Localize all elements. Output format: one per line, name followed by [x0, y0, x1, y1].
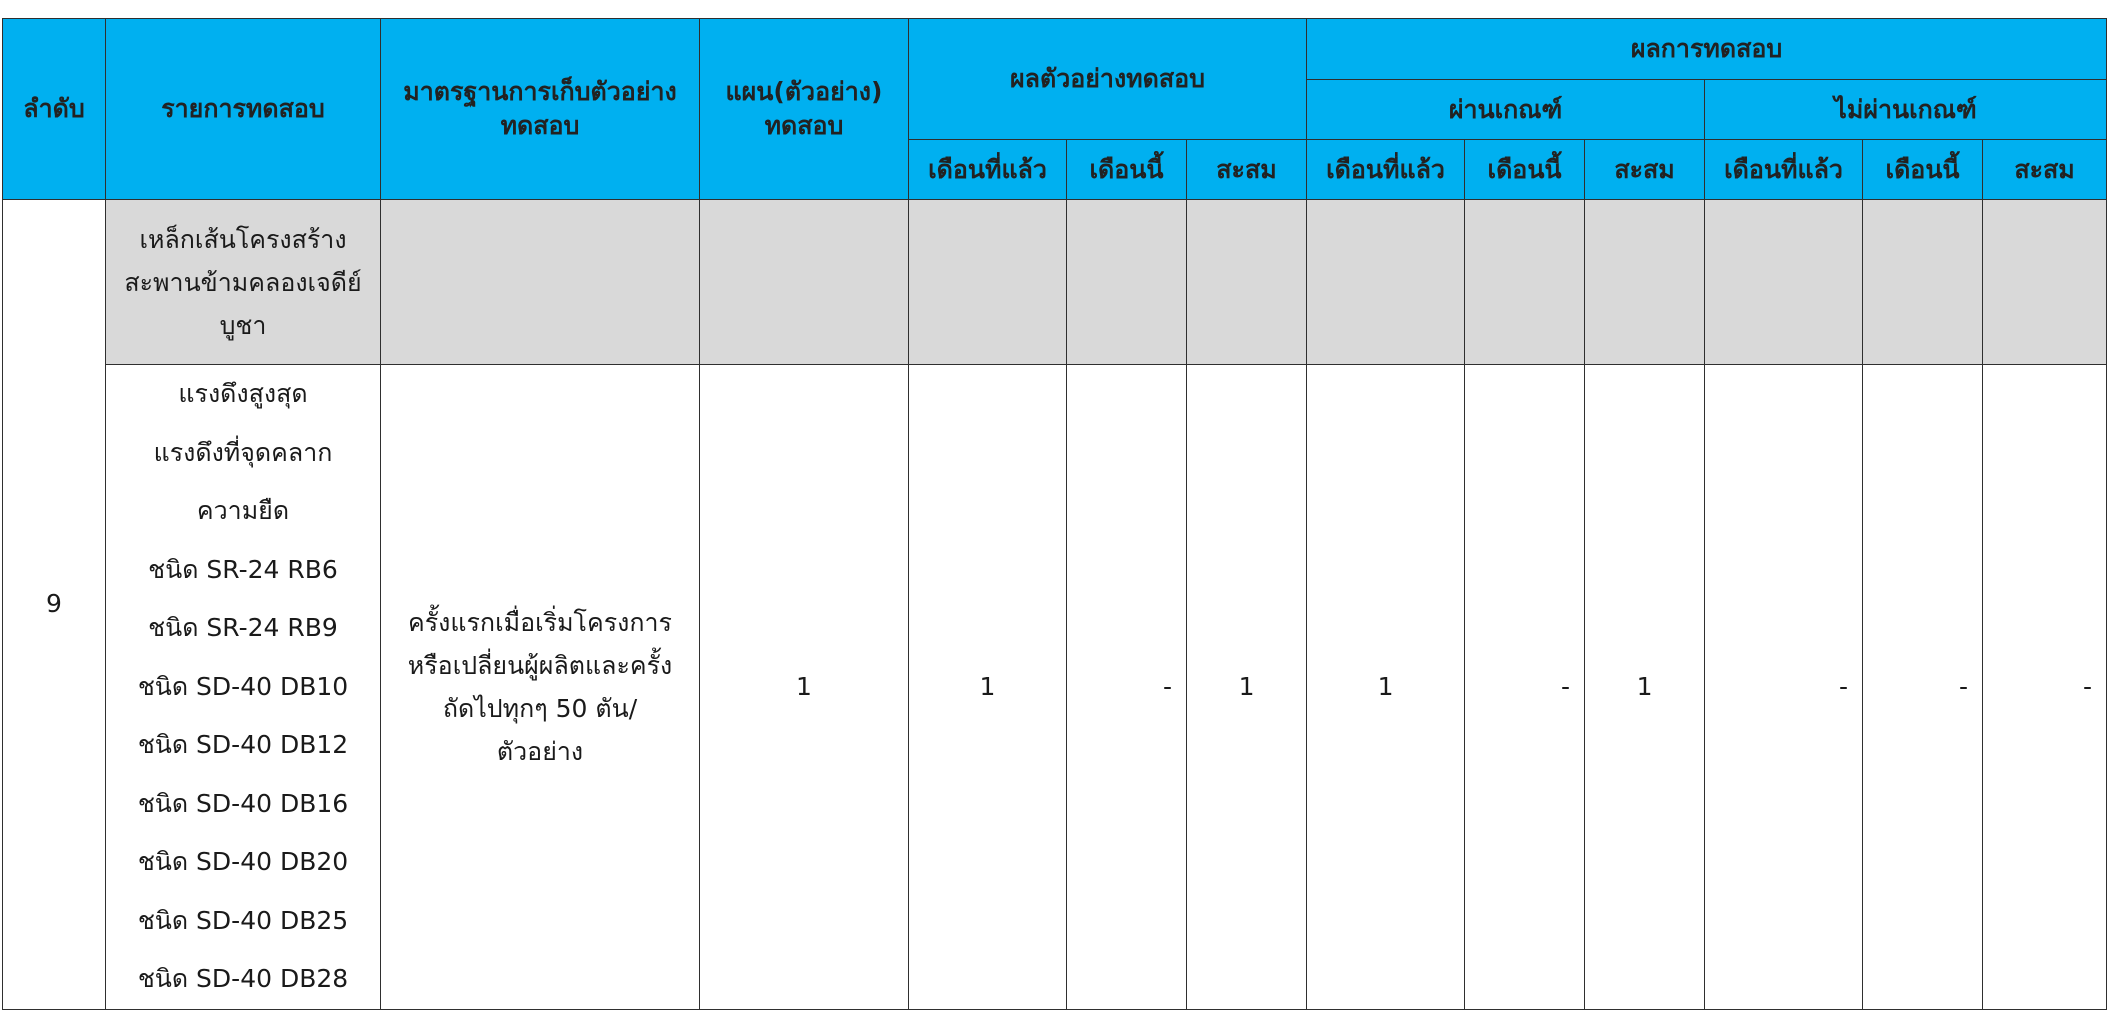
header-plan — [700, 19, 909, 200]
sample-this-month-value: - — [1067, 365, 1187, 1010]
header-pass-last-month: เดือนที่แล้ว — [1307, 140, 1465, 200]
section-cell — [700, 200, 909, 365]
section-cell — [1307, 200, 1465, 365]
pass-this-month-value: - — [1465, 365, 1585, 1010]
section-cell — [909, 200, 1067, 365]
section-cell — [1585, 200, 1705, 365]
standard-line2: หรือเปลี่ยนผู้ผลิตและครั้ง — [407, 650, 673, 680]
table-header — [3, 19, 2107, 200]
list-item: ชนิด SR-24 RB9 — [148, 613, 338, 642]
section-cell — [1465, 200, 1585, 365]
header-sample-cumulative: สะสม — [1187, 140, 1307, 200]
section-cell — [381, 200, 700, 365]
section-row — [3, 200, 2107, 365]
test-item-list — [106, 365, 381, 1010]
table-body — [3, 200, 2107, 1010]
sample-cumulative-value: 1 — [1187, 365, 1307, 1010]
test-results-table — [2, 18, 2107, 1010]
list-item: แรงดึงที่จุดคลาก — [153, 437, 333, 467]
fail-cumulative-value: - — [1983, 365, 2107, 1010]
header-pass-cumulative: สะสม — [1585, 140, 1705, 200]
section-cell — [1863, 200, 1983, 365]
list-item: ชนิด SD-40 DB12 — [137, 730, 349, 759]
header-standard-line2: ทดสอบ — [500, 111, 580, 140]
list-item: ชนิด SR-24 RB6 — [148, 554, 338, 584]
header-test-item: รายการทดสอบ — [106, 19, 381, 200]
header-sample-this-month: เดือนนี้ — [1067, 140, 1187, 200]
list-item: ชนิด SD-40 DB20 — [137, 847, 349, 876]
header-fail-last-month: เดือนที่แล้ว — [1705, 140, 1863, 200]
section-cell — [1067, 200, 1187, 365]
header-fail-this-month: เดือนนี้ — [1863, 140, 1983, 200]
plan-value: 1 — [700, 365, 909, 1010]
section-title-line2: สะพานข้ามคลองเจดีย์ — [124, 267, 362, 297]
list-item: แรงดึงสูงสุด — [178, 379, 308, 408]
row-seq: 9 — [3, 200, 106, 1010]
header-sample-results: ผลตัวอย่างทดสอบ — [909, 19, 1307, 140]
header-sampling-standard — [381, 19, 700, 200]
section-title-line1: เหล็กเส้นโครงสร้าง — [139, 224, 347, 254]
section-cell — [1983, 200, 2107, 365]
standard-line3: ถัดไปทุกๆ 50 ตัน/ — [442, 693, 638, 723]
header-plan-line1: แผน(ตัวอย่าง) — [725, 77, 883, 107]
sampling-standard — [381, 365, 700, 1010]
section-cell — [1187, 200, 1307, 365]
fail-last-month-value: - — [1705, 365, 1863, 1010]
pass-last-month-value: 1 — [1307, 365, 1465, 1010]
header-fail-cumulative: สะสม — [1983, 140, 2107, 200]
header-fail: ไม่ผ่านเกณฑ์ — [1705, 80, 2107, 140]
header-pass: ผ่านเกณฑ์ — [1307, 80, 1705, 140]
header-plan-line2: ทดสอบ — [764, 111, 844, 140]
list-item: ชนิด SD-40 DB25 — [137, 905, 349, 935]
header-standard-line1: มาตรฐานการเก็บตัวอย่าง — [403, 77, 677, 107]
list-item: ชนิด SD-40 DB28 — [137, 964, 349, 993]
sample-last-month-value: 1 — [909, 365, 1067, 1010]
fail-this-month-value: - — [1863, 365, 1983, 1010]
section-title — [106, 200, 381, 365]
list-item: ความยืด — [196, 496, 290, 525]
list-item: ชนิด SD-40 DB10 — [137, 671, 349, 701]
table-row — [3, 365, 2107, 1010]
header-test-results: ผลการทดสอบ — [1307, 19, 2107, 80]
header-sample-last-month: เดือนที่แล้ว — [909, 140, 1067, 200]
list-item: ชนิด SD-40 DB16 — [137, 788, 349, 818]
section-title-line3: บูชา — [219, 310, 267, 340]
standard-line1: ครั้งแรกเมื่อเริ่มโครงการ — [408, 607, 672, 637]
header-seq: ลำดับ — [3, 19, 106, 200]
section-cell — [1705, 200, 1863, 365]
header-pass-this-month: เดือนนี้ — [1465, 140, 1585, 200]
pass-cumulative-value: 1 — [1585, 365, 1705, 1010]
standard-line4: ตัวอย่าง — [496, 736, 584, 766]
